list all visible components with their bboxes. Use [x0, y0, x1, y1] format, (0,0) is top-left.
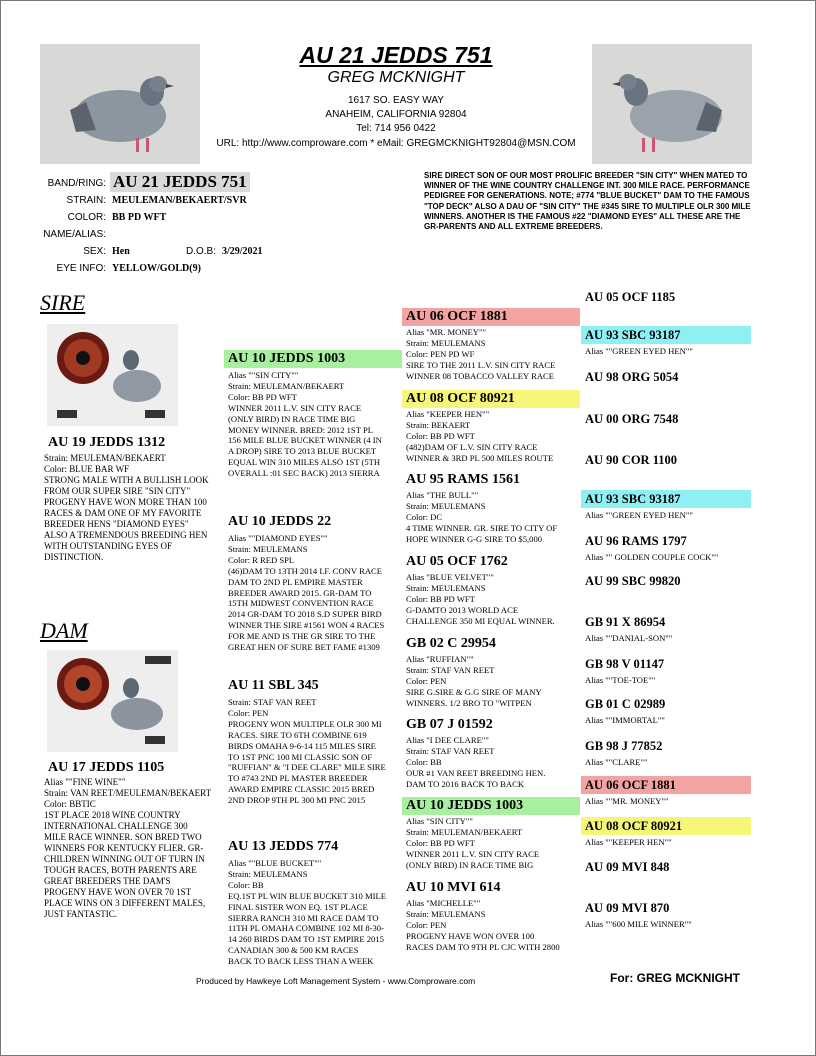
gen3-details-5	[406, 654, 584, 709]
header-address2: ANAHEIM, CALIFORNIA 92804	[325, 109, 467, 120]
gen4-band-7: AU 96 RAMS 1797	[585, 534, 687, 548]
sire.lines-line: STRONG MALE WITH A BULLISH LOOK	[44, 475, 209, 485]
gen3-details-3	[406, 490, 584, 545]
gen3.2.lines-line: Strain: MEULEMANS	[406, 500, 486, 511]
gen3.4.lines-line: SIRE G.SIRE & G.G SIRE OF MANY	[406, 686, 542, 697]
gen2.0.lines-line: 156 MILE BLUE BUCKET WINNER (4 IN	[228, 435, 382, 446]
gen3-details-7	[406, 816, 584, 871]
gen3.2.lines-line: HOPE WINNER G-G SIRE TO $5,000	[406, 533, 543, 544]
gen2-details-2	[228, 533, 408, 653]
gen4-band-9: GB 91 X 86954	[585, 615, 666, 629]
dam.lines-line: Color: BBTIC	[44, 799, 96, 809]
gen2.0.lines-line: Color: BB PD WFT	[228, 391, 297, 402]
gen3.7.lines-line: Alias "MICHELLE""	[406, 898, 481, 908]
dam.lines-line: TOUGH RACES, BOTH PARENTS ARE	[44, 865, 197, 875]
gen2.3.lines-line: CANADIAN 300 & 500 KM RACES	[228, 945, 359, 956]
gen2.3.lines-line: SIERRA RANCH 310 MI RACE DAM TO	[228, 912, 379, 923]
gen2.0.lines-line: MONEY WINNER. BRED: 2012 1ST PL	[228, 424, 373, 435]
gen2.2.lines-line: TO 1ST PNC 100 MI CLASSIC SON OF	[228, 751, 373, 762]
gen2.0.lines-line: Strain: MEULEMAN/BEKAERT	[228, 380, 345, 391]
dam-photo	[47, 650, 178, 752]
gen2.3.lines-line: 11TH PL OMAHA COMBINE 102 MI 8-30-	[228, 923, 384, 934]
gen3.5.lines-line: Alias "I DEE CLARE""	[406, 735, 489, 745]
gen3-band-6: GB 07 J 01592	[406, 717, 493, 732]
gen3.7.lines-line: PROGENY HAVE WON OVER 100	[406, 930, 535, 941]
gen3-band-3: AU 95 RAMS 1561	[406, 472, 520, 487]
sire.lines-line: WITH OUTSTANDING EYES OF	[44, 541, 173, 551]
gen3.7.lines-line: RACES DAM TO 9TH PL CJC WITH 2800	[406, 941, 560, 952]
sire.lines-line: DISTINCTION.	[44, 552, 104, 562]
gen2.1.lines-line: WINNER THE SIRE #1561 WON 4 RACES	[228, 620, 385, 631]
gen4-band-11: GB 01 C 02989	[585, 697, 666, 711]
gen3-details-1	[406, 327, 584, 382]
gen2.3.lines-line: Alias ""BLUE BUCKET""	[228, 858, 322, 868]
gen3.0.lines-line: Strain: MEULEMANS	[406, 337, 486, 348]
gen2.2.lines-line: BIRDS OMAHA 9-6-14 115 MILES SIRE	[228, 740, 376, 751]
gen2.2.lines-line: Color: PEN	[228, 707, 269, 718]
gen3.6.lines-line: (ONLY BIRD) IN RACE TIME BIG	[406, 859, 534, 870]
dam.lines-line: MILE RACE WINNER. SON BRED TWO	[44, 832, 202, 842]
gen2.0.lines-line: EQUAL WIN 310 MILES ALSO 1ST (5TH	[228, 457, 381, 468]
gen3-details-8	[406, 898, 584, 953]
gen2.2.lines-line: PROGENY WON MULTIPLE OLR 300 MI	[228, 718, 382, 729]
gen4-band-8: AU 99 SBC 99820	[585, 574, 681, 588]
gen2-band-1: AU 10 JEDDS 1003	[224, 350, 402, 368]
gen3.5.lines-line: Color: BB	[406, 756, 442, 767]
gen3.3.lines-line: Strain: MEULEMANS	[406, 582, 486, 593]
gen2.2.lines-line: "RUFFIAN" & "I DEE CLARE" MILE SIRE	[228, 762, 386, 773]
gen2.1.lines-line: BREEDER AWARD 2015. GR-DAM TO	[228, 587, 372, 598]
sire.lines-line: Strain: MEULEMAN/BEKAERT	[44, 453, 166, 463]
gen4-band-16: AU 09 MVI 870	[585, 901, 670, 915]
gen3-band-1: AU 06 OCF 1881	[402, 308, 580, 326]
gen4-alias-10: Alias ""TOE-TOE""	[585, 675, 656, 685]
gen3.2.lines-line: Color: DC	[406, 511, 443, 522]
sire.lines-line: FROM OUR SUPER SIRE "SIN CITY"	[44, 486, 191, 496]
header-address1: 1617 SO. EASY WAY	[348, 95, 444, 106]
dam.lines-line: JUST FANTASTIC.	[44, 909, 117, 919]
sire.lines-line: PROGENY HAVE WON MORE THAN 100	[44, 497, 207, 507]
gen3.1.lines-line: WINNER & 3RD PL 500 MILES ROUTE	[406, 452, 554, 463]
gen3.4.lines-line: Alias "RUFFIAN""	[406, 654, 474, 664]
sire.lines-line: RACES & DAM ONE OF MY FAVORITE	[44, 508, 202, 518]
gen3.2.lines-line: Alias "THE BULL""	[406, 490, 479, 500]
eye-info-value: YELLOW/GOLD(9)	[112, 263, 201, 274]
header-owner: GREG MCKNIGHT	[327, 69, 465, 86]
gen3-band-8: AU 10 MVI 614	[406, 880, 501, 895]
gen3-details-2	[406, 409, 584, 464]
gen3-band-5: GB 02 C 29954	[406, 636, 496, 651]
gen3.4.lines-line: WINNERS. 1/2 BRO TO "WITPEN	[406, 697, 532, 708]
gen3.6.lines-line: Color: BB PD WFT	[406, 837, 475, 848]
dam.lines-line: Alias ""FINE WINE""	[44, 777, 126, 787]
gen3.5.lines-line: DAM TO 2016 BACK TO BACK	[406, 778, 525, 789]
description-text: SIRE DIRECT SON OF OUR MOST PROLIFIC BREEDER "SIN CITY" WHEN MATED TO WINNER OF THE WINE COUNTRY CHALLENGE INT. 300 MILE RACE. PERFORMANCE PEDIGREE FOR GENERATIONS. NOTE; #774 "BLUE BUCKET" DAM TO THE FAMOUS "TOP DECK" ALSO A DAU OF "SIN CITY" THE #345 SIRE TO MULTIPLE OLR 300 MILE WINNERS. ANOTHER IS THE FAMOUS #22 "DIAMOND EYES" ALL THESE ARE THE GR-PARENTS AND ALL EXTREME BREEDERS.	[424, 171, 751, 232]
gen4-band-14: AU 08 OCF 80921	[581, 817, 751, 835]
gen4-band-4: AU 00 ORG 7548	[585, 412, 679, 426]
gen2.2.lines-line: RACES. SIRE TO 6TH COMBINE 619	[228, 729, 367, 740]
strain-value: MEULEMAN/BEKAERT/SVR	[112, 195, 247, 206]
gen3.5.lines-line: Strain: STAF VAN REET	[406, 745, 495, 756]
header-band-title: AU 21 JEDDS 751	[299, 42, 493, 68]
gen4-band-10: GB 98 V 01147	[585, 657, 665, 671]
gen4-alias-9: Alias ""DANIAL-SON""	[585, 633, 673, 643]
gen3.1.lines-line: Strain: BEKAERT	[406, 419, 471, 430]
gen3.4.lines-line: Strain: STAF VAN REET	[406, 664, 495, 675]
sex-value: Hen	[112, 246, 130, 257]
sire-photo	[47, 324, 178, 426]
gen2.3.lines-line: 14 260 BIRDS DAM TO 1ST EMPIRE 2015	[228, 934, 384, 945]
gen3.6.lines-line: Strain: MEULEMAN/BEKAERT	[406, 826, 523, 837]
gen2.1.lines-line: 2014 GR-DAM TO 2018 S.D SUPER BIRD	[228, 609, 382, 620]
sire-details	[44, 453, 224, 563]
band-label: BAND/RING:	[47, 178, 106, 189]
dam.lines-line: WINNERS FOR KENTUCKY FLIER. GR-	[44, 843, 204, 853]
gen3.3.lines-line: CHALLENGE 350 MI EQUAL WINNER.	[406, 615, 555, 626]
gen4-band-6: AU 93 SBC 93187	[581, 490, 751, 508]
gen4-alias-7: Alias "" GOLDEN COUPLE COCK""	[585, 552, 719, 562]
sire.lines-line: Color: BLUE BAR WF	[44, 464, 130, 474]
gen3.6.lines-line: Alias "SIN CITY""	[406, 816, 473, 826]
gen2-band-4: AU 13 JEDDS 774	[228, 839, 339, 854]
gen4-band-1: AU 05 OCF 1185	[585, 290, 676, 304]
gen3-details-6	[406, 735, 584, 790]
sire-band: AU 19 JEDDS 1312	[48, 435, 166, 450]
gen2.0.lines-line: WINNER 2011 L.V. SIN CITY RACE	[228, 402, 362, 413]
gen2.1.lines-line: 15TH MIDWEST CONVENTION RACE	[228, 598, 374, 609]
gen2.1.lines-line: Alias ""DIAMOND EYES""	[228, 533, 328, 543]
gen2-details-3	[228, 697, 408, 806]
gen2-band-2: AU 10 JEDDS 22	[228, 514, 332, 529]
gen3.1.lines-line: Alias "KEEPER HEN""	[406, 409, 490, 419]
gen4-band-15: AU 09 MVI 848	[585, 860, 670, 874]
pigeon-photo-right	[592, 44, 752, 164]
gen3.1.lines-line: (482)DAM OF L.V. SIN CITY RACE	[406, 441, 538, 452]
gen4-alias-16: Alias ""600 MILE WINNER""	[585, 919, 692, 929]
gen4-band-5: AU 90 COR 1100	[585, 453, 678, 467]
dam.lines-line: PROGENY HAVE WON OVER 70 1ST	[44, 887, 192, 897]
gen3.4.lines-line: Color: PEN	[406, 675, 447, 686]
gen2.0.lines-line: (ONLY BIRD) IN RACE TIME BIG	[228, 413, 356, 424]
gen2.1.lines-line: FOR ME AND IS THE GR SIRE TO THE	[228, 631, 376, 642]
name-alias-label: NAME/ALIAS:	[43, 229, 106, 240]
dam.lines-line: PLACE WINS ON 3 DIFFERENT MALES,	[44, 898, 206, 908]
eye-info-label: EYE INFO:	[56, 263, 106, 274]
gen3.0.lines-line: Alias "MR. MONEY""	[406, 327, 486, 337]
band-value: AU 21 JEDDS 751	[110, 172, 250, 192]
strain-label: STRAIN:	[66, 195, 106, 206]
gen2.0.lines-line: A DROP) SIRE TO 2013 BLUE BUCKET	[228, 446, 377, 457]
gen4-alias-2: Alias ""GREEN EYED HEN""	[585, 346, 693, 356]
gen2.0.lines-line: OVERALL :01 SEC BACK) 2013 SIERRA	[228, 468, 380, 479]
gen4-band-3: AU 98 ORG 5054	[585, 370, 679, 384]
dam.lines-line: Strain: VAN REET/MEULEMAN/BEKAERT	[44, 788, 212, 798]
sex-label: SEX:	[83, 246, 106, 257]
gen3-band-7: AU 10 JEDDS 1003	[402, 797, 580, 815]
gen3-details-4	[406, 572, 584, 627]
gen2.1.lines-line: Color: R RED SPL	[228, 554, 295, 565]
sire-heading: SIRE	[40, 290, 86, 315]
gen3.3.lines-line: Color: BB PD WFT	[406, 593, 475, 604]
gen2-details-4	[228, 858, 408, 967]
dob-value: 3/29/2021	[222, 246, 263, 257]
gen2.3.lines-line: Strain: MEULEMANS	[228, 868, 308, 879]
gen2.3.lines-line: EQ.1ST PL WIN BLUE BUCKET 310 MILE	[228, 890, 386, 901]
gen3.1.lines-line: Color: BB PD WFT	[406, 430, 475, 441]
gen2.1.lines-line: Strain: MEULEMANS	[228, 543, 308, 554]
pigeon-photo-left	[40, 44, 200, 164]
gen3.3.lines-line: G-DAMTO 2013 WORLD ACE	[406, 604, 519, 615]
gen3-band-4: AU 05 OCF 1762	[406, 554, 508, 569]
sire.lines-line: ALSO A TREMENDOUS BREEDING HEN	[44, 530, 208, 540]
dob-label: D.O.B:	[186, 246, 217, 257]
dam-details	[44, 777, 229, 920]
gen4-band-12: GB 98 J 77852	[585, 739, 663, 753]
gen2.3.lines-line: BACK TO BACK LESS THAN A WEEK	[228, 956, 374, 967]
dam.lines-line: 1ST PLACE 2018 WINE COUNTRY	[44, 810, 181, 820]
gen2.1.lines-line: GREAT HEN OF SURE BET FAME #1309	[228, 642, 380, 653]
gen4-alias-12: Alias ""CLARE""	[585, 757, 648, 767]
gen3.2.lines-line: 4 TIME WINNER. GR. SIRE TO CITY OF	[406, 522, 558, 533]
gen2-details-1	[228, 370, 408, 479]
header-tel: Tel: 714 956 0422	[356, 123, 436, 134]
gen2.3.lines-line: Color: BB	[228, 879, 264, 890]
gen4-band-13: AU 06 OCF 1881	[581, 776, 751, 794]
dam-band: AU 17 JEDDS 1105	[48, 760, 165, 775]
gen2.0.lines-line: Alias ""SIN CITY""	[228, 370, 299, 380]
gen2.2.lines-line: Strain: STAF VAN REET	[228, 697, 317, 707]
gen2.3.lines-line: FINAL SISTER WON EQ. 1ST PLACE	[228, 901, 368, 912]
gen2-band-3: AU 11 SBL 345	[228, 678, 319, 693]
gen2.2.lines-line: TO #743 2ND PL MASTER BREEDER	[228, 773, 368, 784]
gen4-alias-11: Alias ""IMMORTAL""	[585, 715, 665, 725]
color-value: BB PD WFT	[112, 212, 167, 223]
gen3-band-2: AU 08 OCF 80921	[402, 390, 580, 408]
gen3.5.lines-line: OUR #1 VAN REET BREEDING HEN.	[406, 767, 546, 778]
gen2.2.lines-line: 2ND DROP 9TH PL 300 MI PNC 2015	[228, 795, 366, 806]
sire.lines-line: BREEDER HENS "DIAMOND EYES"	[44, 519, 189, 529]
gen4-alias-6: Alias ""GREEN EYED HEN""	[585, 510, 693, 520]
gen3.7.lines-line: Color: PEN	[406, 919, 447, 930]
gen2.1.lines-line: DAM TO 2ND PL EMPIRE MASTER	[228, 576, 363, 587]
gen3.0.lines-line: Color: PEN PD WF	[406, 348, 475, 359]
gen3.0.lines-line: WINNER 08 TOBACCO VALLEY RACE	[406, 370, 555, 381]
dam.lines-line: GREAT BREEDERS THE DAM'S	[44, 876, 171, 886]
gen3.0.lines-line: SIRE TO THE 2011 L.V. SIN CITY RACE	[406, 359, 556, 370]
footer-for: For: GREG MCKNIGHT	[610, 971, 740, 985]
gen4-alias-13: Alias ""MR. MONEY""	[585, 796, 669, 806]
gen2.2.lines-line: AWARD EMPIRE CLASSIC 2015 BRED	[228, 784, 375, 795]
gen3.7.lines-line: Strain: MEULEMANS	[406, 908, 486, 919]
dam.lines-line: INTERNATIONAL CHALLENGE 300	[44, 821, 188, 831]
gen4-alias-14: Alias ""KEEPER HEN""	[585, 837, 672, 847]
dam-heading: DAM	[40, 618, 88, 643]
gen3.3.lines-line: Alias "BLUE VELVET""	[406, 572, 494, 582]
gen3.6.lines-line: WINNER 2011 L.V. SIN CITY RACE	[406, 848, 540, 859]
header-url-line[interactable]: URL: http://www.comproware.com * eMail: GREGMCKNIGHT92804@MSN.COM	[216, 138, 576, 149]
gen4-band-2: AU 93 SBC 93187	[581, 326, 751, 344]
dam.lines-line: CHILDREN WINNING OUT OF TURN IN	[44, 854, 205, 864]
footer-produced-by: Produced by Hawkeye Loft Management System - www.Comproware.com	[196, 976, 476, 986]
color-label: COLOR:	[67, 212, 106, 223]
gen2.1.lines-line: (46)DAM TO 13TH 2014 I.F. CONV RACE	[228, 565, 383, 576]
